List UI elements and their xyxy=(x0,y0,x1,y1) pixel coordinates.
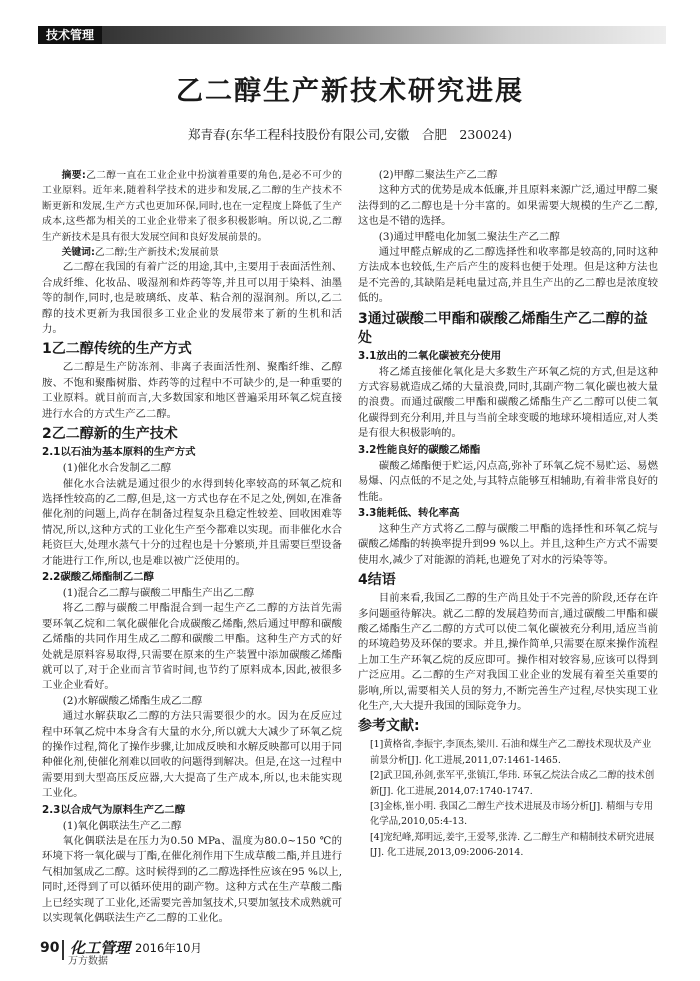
intro-paragraph: 乙二醇在我国的有着广泛的用途,其中,主要用于表面活性剂、合成纤维、化妆品、吸湿剂和炸药等等,并且可以用于染料、油墨等的制作,同时,也是玻璃纸、皮革、粘合剂的湿润剂。所以,乙二醇的技术更新为我国很多工业企业的发展带来了新的生机和活力。 xyxy=(42,261,342,336)
section-2-2-paragraph-2: 通过水解获取乙二醇的方法只需要很少的水。因为在反应过程中环氧乙烷中本身含有大量的水分,所以就大大减少了环氧乙烷的操作过程,简化了操作步骤,让加成反映和水解反映都可以用于同种催化剂,使催化剂难以回收的问题得到解决。但是,在这一过程中需要用到大型高压反应器,大大提高了生产成本,所以,也未能实现工业化。 xyxy=(42,710,342,800)
section-1-paragraph: 乙二醇是生产防冻剂、非离子表面活性剂、聚酯纤维、乙醇胺、不饱和聚酯树脂、炸药等的过程中不可缺少的,是一种重要的工业原料。就目前而言,大多数国家和地区普遍采用环氧乙烷直接进行水合的方式生产乙二醇。 xyxy=(42,361,342,420)
section-3-1-paragraph: 将乙烯直接催化氧化是大多数生产环氧乙烷的方式,但是这种方式容易就造成乙烯的大量浪费,同时,其副产物二氧化碳也被大量的浪费。而通过碳酸二甲酯和碳酸乙烯酯生产乙二醇可以使二氧化碳得到充分利用,并且与当前全球变暖的地球环境相适应,对人类是有很大积极影响的。 xyxy=(358,365,658,440)
article-title: 乙二醇生产新技术研究进展 xyxy=(176,76,524,107)
watermark: 万方数据 xyxy=(68,956,108,967)
references-heading: 参考文献: xyxy=(358,718,420,735)
left-column xyxy=(42,168,342,926)
right-column xyxy=(358,168,658,861)
section-1-heading: 1乙二醇传统的生产方式 xyxy=(42,341,192,358)
section-3-1-heading: 3.1放出的二氧化碳被充分使用 xyxy=(358,349,502,362)
reference-item: [4]宠纪峰,郑明远,姜宇,王爱琴,张涛. 乙二醇生产和精制技术研究进展[J]. 化工进展,2013,09:2006-2014. xyxy=(370,831,655,859)
section-2-3-paragraph-3: 通过甲醛点解成的乙二醇选择性和收率都是较高的,同时这种方法成本也较低,生产后产生的废料也便于处理。但是这种方法也是不完善的,其缺陷是耗电量过高,并且生产出的乙二醇也是浓度较低的。 xyxy=(358,246,658,305)
section-4-paragraph: 目前来看,我国乙二醇的生产尚且处于不完善的阶段,还存在许多问题亟待解决。就乙二醇的发展趋势而言,通过碳酸二甲酯和碳酸乙烯酯生产乙二醇的方式可以使二氧化碳被充分利用,适应当前的环境趋势及环保的要求。并且,操作简单,只需要在原来操作流程上加工生产环氧乙烷的反应即可。操作相对较容易,应该可以得到广泛应用。乙二醇的生产对我国工业企业的发展有着至关重要的影响,所以,需要相关人员的努力,不断完善生产过程,尽快实现工业化生产,大大提升我国的国际竞争力。 xyxy=(358,592,658,712)
section-3-3-heading: 3.3能耗低、转化率高 xyxy=(358,506,460,519)
section-2-1-paragraph: 催化水合法就是通过很少的水得到转化率较高的环氧乙烷和选择性较高的乙二醇,但是,这一方式也存在不足之处,例如,在准备催化剂的问题上,尚存在制备过程复杂且稳定性较差、回收困难等情况,所以,这种方式的工业化生产至今都难以实现。而非催化水合耗资巨大,处理水蒸气十分的过程也是十分繁琐,并且需要巨型设备才能进行工作,所以,也是难以被广泛使用的。 xyxy=(42,477,342,567)
section-2-2-heading: 2.2碳酸乙烯酯制乙二醇 xyxy=(42,570,154,583)
keywords-label: 关键词: xyxy=(61,247,95,259)
section-2-2-subheading-1: (1)混合乙二醇与碳酸二甲酯生产出乙二醇 xyxy=(62,586,255,599)
section-3-2-paragraph: 碳酸乙烯酯便于贮运,闪点高,弥补了环氧乙烷不易贮运、易燃易爆、闪点低的不足之处,与其特点能够互相辅助,有着非常良好的性能。 xyxy=(358,459,658,503)
section-2-3-subheading-3: (3)通过甲醛电化加氢二聚法生产乙二醇 xyxy=(378,230,560,243)
section-3-3-paragraph: 这种生产方式将乙二醇与碳酸二甲酯的选择性和环氧乙烷与碳酸乙烯酯的转换率提升到99 %以上。并且,这种生产方式不需要使用水,减少了对能源的消耗,也避免了对水的污染等等。 xyxy=(358,522,658,566)
section-2-3-subheading-2: (2)甲醇二聚法生产乙二醇 xyxy=(378,169,498,181)
abstract-label: 摘要: xyxy=(61,170,86,181)
keywords-text: 乙二醇;生产新技术;发展前景 xyxy=(94,247,220,259)
reference-item: [2]武卫国,孙剑,张军平,张镇江,华玮. 环氧乙烷法合成乙二醇的技术创新[J]. 化工进展,2014,07:1740-1747. xyxy=(370,770,655,797)
magazine-name: 化工管理 xyxy=(70,939,131,957)
reference-item: [1]黄格省,李振宇,李顶杰,梁川. 石油和煤生产乙二醇技术现状及产业前景分析[J]. 化工进展,2011,07:1461-1465. xyxy=(370,739,652,766)
section-header-bar xyxy=(38,26,666,44)
reference-item: [3]金栋,崔小明. 我国乙二醇生产技术进展及市场分析[J]. 精细与专用化学品,2010,05:4-13. xyxy=(370,801,654,828)
section-2-1-heading: 2.1以石油为基本原料的生产方式 xyxy=(42,446,196,459)
abstract-text: 乙二醇一直在工业企业中扮演着重要的角色,是必不可少的工业原料。近年来,随着科学技术的进步和发展,乙二醇的生产技术不断更新和发展,生产方式也更加环保,同时,也在一定程度上降低了生产成本,这些都为相关的工业企业带来了很多积极影响。所以说,乙二醇生产新技术是具有很大发展空间和良好发展前景的。 xyxy=(42,170,342,243)
section-2-2-subheading-2: (2)水解碳酸乙烯酯生成乙二醇 xyxy=(62,694,203,707)
section-2-3-paragraph-1: 氧化偶联法是在压力为0.50 MPa、温度为80.0~150 ℃的环境下将一氧化碳与丁酯,在催化剂作用下生成草酸二酯,并且进行气相加氢成乙二醇。这时候得到的乙二醇选择性应该在95 %以上,同时,还得到了可以循环使用的副产物。这种方式在生产草酸二酯上已经实现了工业化,还需要完善加氢技术,只要加氢技术成熟就可以实现氧化偶联法生产乙二醇的工业化。 xyxy=(42,835,342,925)
keywords xyxy=(42,245,342,260)
abstract xyxy=(42,168,342,245)
page-footer xyxy=(40,938,340,968)
section-label: 技术管理 xyxy=(38,26,102,44)
section-2-1-subheading: (1)催化水合发制乙二醇 xyxy=(62,462,172,475)
section-2-3-heading: 2.3以合成气为原料生产乙二醇 xyxy=(42,803,186,816)
section-2-2-paragraph-1: 将乙二醇与碳酸二甲酯混合到一起生产乙二醇的方法首先需要环氧乙烷和二氧化碳催化合成碳酸乙烯酯,然后通过甲醇和碳酸乙烯酯的共同作用生成乙二醇和碳酸二甲酯。这种生产方式的好处就是原料容易取得,只需要在原来的生产装置中添加碳酸乙烯酯就可以了,对于企业而言节省时间,也节约了原料成本,因此,被很多工业企业看好。 xyxy=(42,602,342,692)
author-line: 郑青春(东华工程科技股份有限公司,安徽 合肥 230024) xyxy=(188,127,512,142)
section-2-3-paragraph-2: 这种方式的优势是成本低廉,并且原料来源广泛,通过甲醇二聚法得到的乙二醇也是十分丰富的。如果需要大规模的生产乙二醇,这也是不错的选择。 xyxy=(358,184,658,228)
page-number: 90 xyxy=(40,940,60,956)
section-2-3-subheading-1: (1)氧化偶联法生产乙二醇 xyxy=(62,819,182,832)
section-3-2-heading: 3.2性能良好的碳酸乙烯酯 xyxy=(358,443,481,456)
section-2-heading: 2乙二醇新的生产技术 xyxy=(42,426,178,443)
footer-divider xyxy=(62,940,64,960)
section-4-heading: 4结语 xyxy=(358,572,396,589)
section-3-heading: 3通过碳酸二甲酯和碳酸乙烯酯生产乙二醇的益处 xyxy=(358,310,648,346)
issue-date: 2016年10月 xyxy=(135,941,202,955)
